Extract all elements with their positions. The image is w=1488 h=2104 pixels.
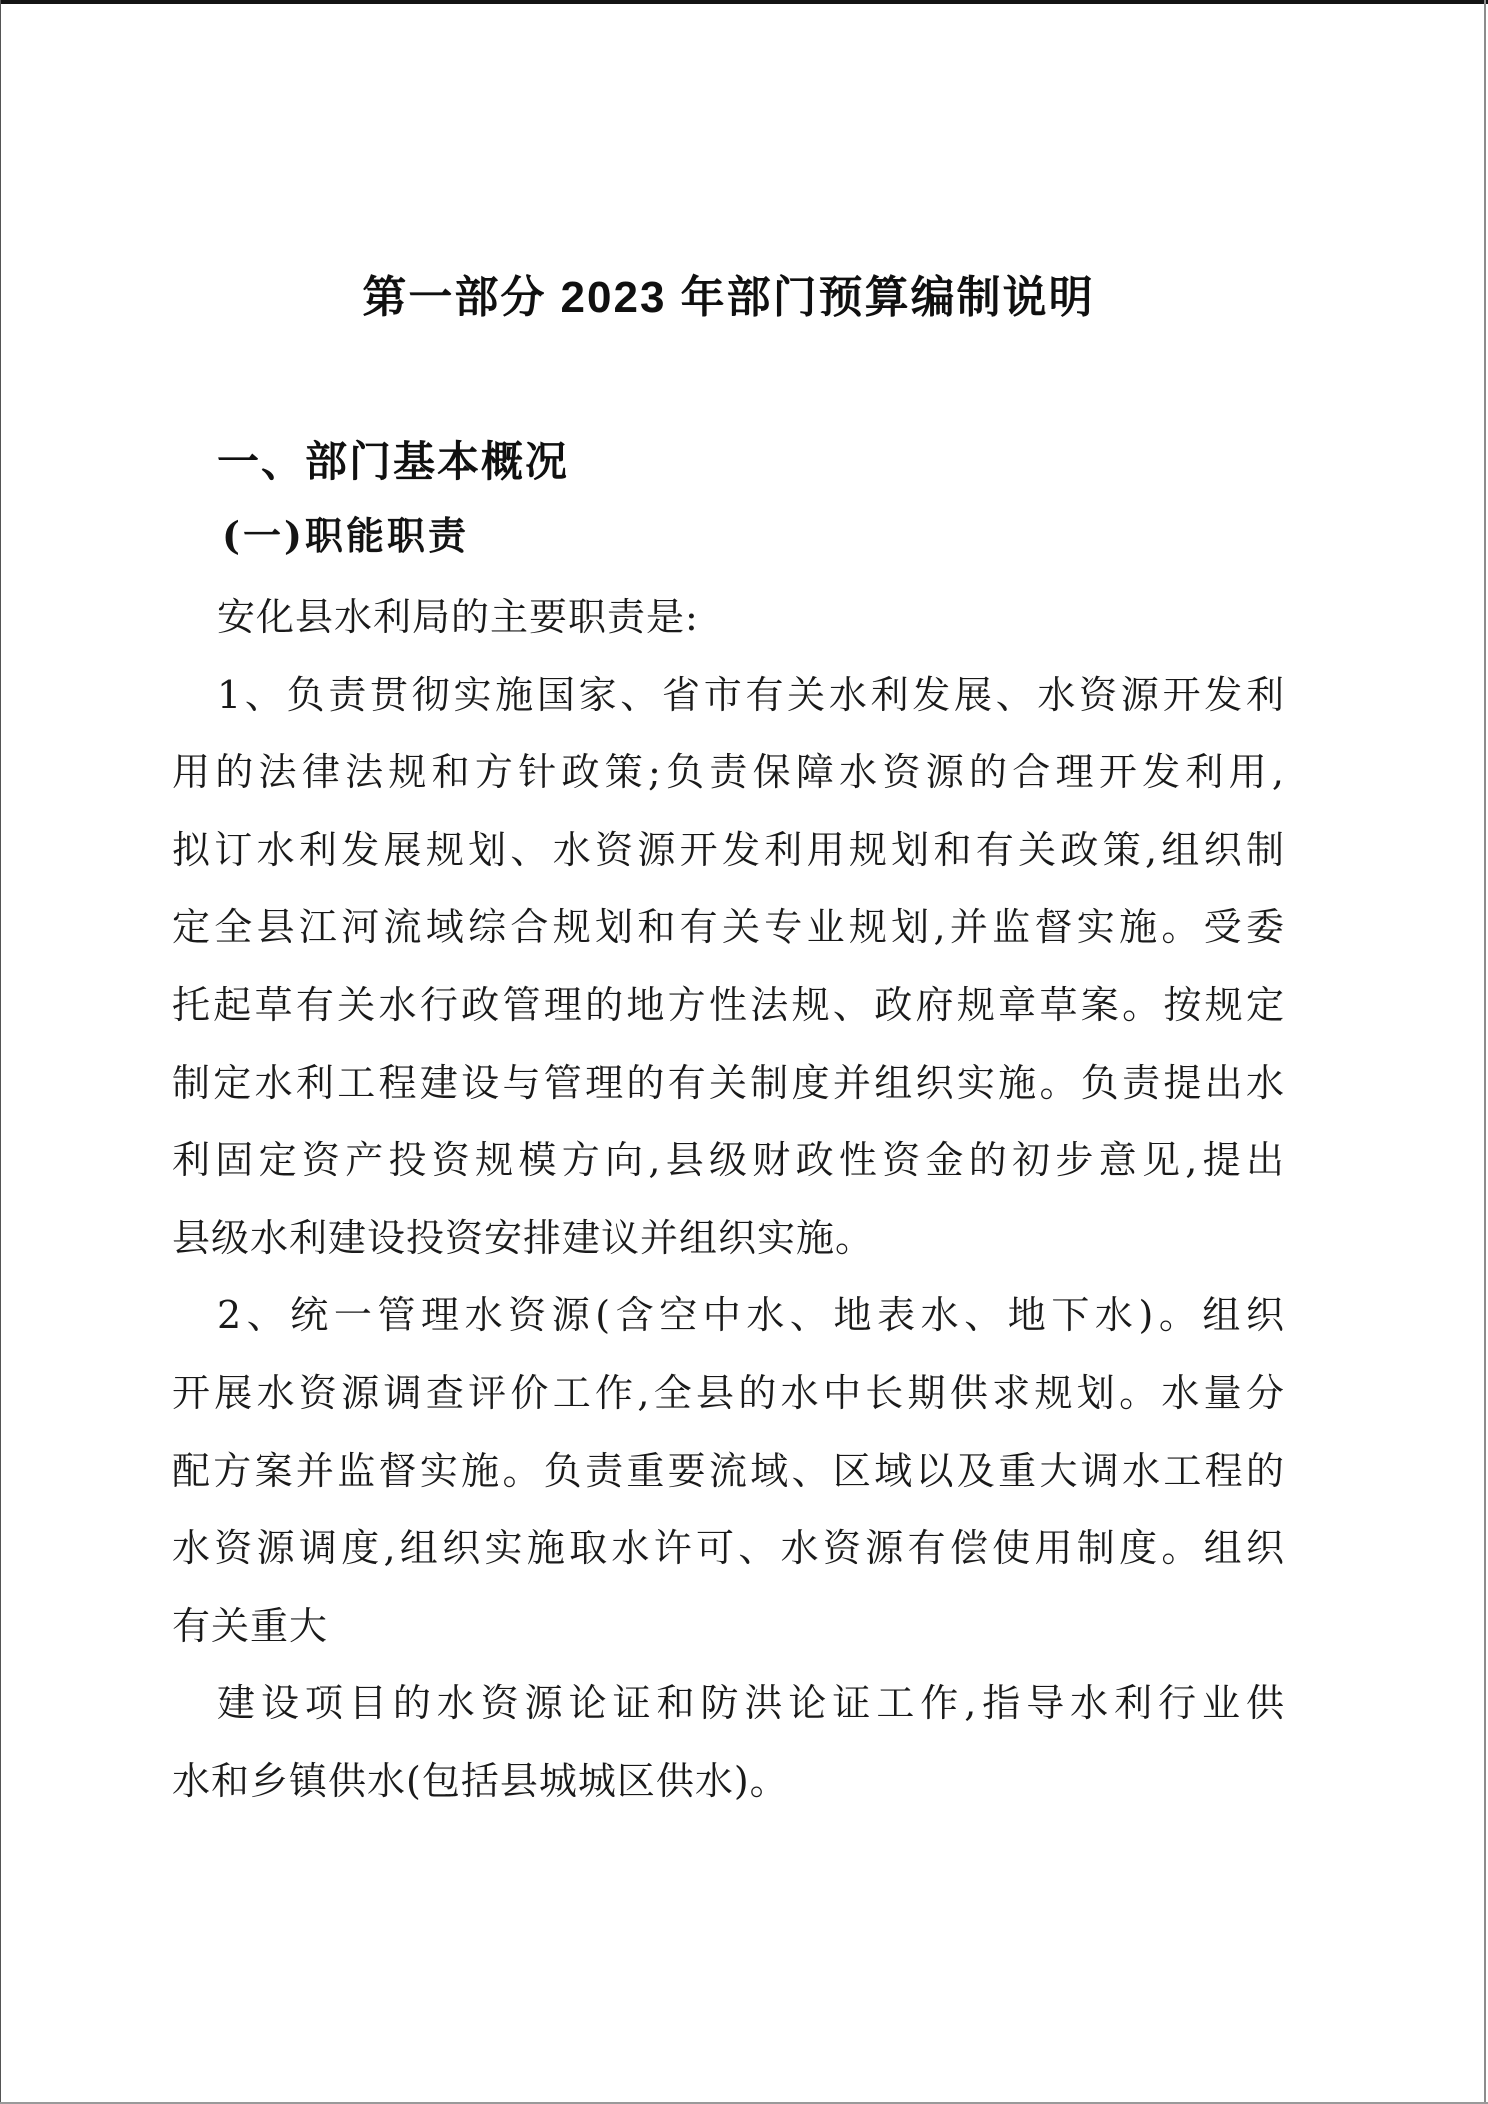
- text-line: 县级水利建设投资安排建议并组织实施。: [172, 1215, 875, 1260]
- paragraph: [172, 579, 1285, 657]
- text-line: 建设项目的水资源论证和防洪论证工作,指导水利行业供: [217, 1681, 1285, 1726]
- text-line: 开展水资源调查评价工作,全县的水中长期供求规划。水量分: [172, 1370, 1285, 1415]
- section-heading: 一、部门基本概况: [217, 438, 570, 485]
- text-line: 托起草有关水行政管理的地方性法规、政府规章草案。按规定: [172, 982, 1285, 1027]
- text-line: 有关重大: [172, 1603, 329, 1648]
- document-body: [172, 579, 1285, 1821]
- paragraph: [172, 657, 1285, 1278]
- text-line: 拟订水利发展规划、水资源开发利用规划和有关政策,组织制: [172, 827, 1285, 872]
- text-line: 利固定资产投资规模方向,县级财政性资金的初步意见,提出: [172, 1138, 1285, 1183]
- text-line: 安化县水利局的主要职责是:: [217, 595, 699, 639]
- paragraph: [172, 1665, 1285, 1820]
- text-line: 定全县江河流域综合规划和有关专业规划,并监督实施。受委: [172, 905, 1285, 950]
- subsection-heading: (一)职能职责: [222, 513, 469, 558]
- text-line: 水资源调度,组织实施取水许可、水资源有偿使用制度。组织: [172, 1526, 1285, 1571]
- page-right-border: [1484, 0, 1486, 2104]
- text-line: 制定水利工程建设与管理的有关制度并组织实施。负责提出水: [172, 1060, 1285, 1105]
- text-line: 2、统一管理水资源(含空中水、地表水、地下水)。组织: [217, 1293, 1285, 1338]
- text-line: 用的法律法规和方针政策;负责保障水资源的合理开发利用,: [172, 750, 1285, 795]
- document-title: 第一部分 2023 年部门预算编制说明: [362, 273, 1095, 322]
- text-line: 水和乡镇供水(包括县城城区供水)。: [172, 1758, 789, 1803]
- page-left-border: [0, 0, 1, 2104]
- document-content: [172, 0, 1285, 1821]
- paragraph: [172, 1277, 1285, 1665]
- text-line: 1、负责贯彻实施国家、省市有关水利发展、水资源开发利: [217, 672, 1285, 717]
- text-line: 配方案并监督实施。负责重要流域、区域以及重大调水工程的: [172, 1448, 1285, 1493]
